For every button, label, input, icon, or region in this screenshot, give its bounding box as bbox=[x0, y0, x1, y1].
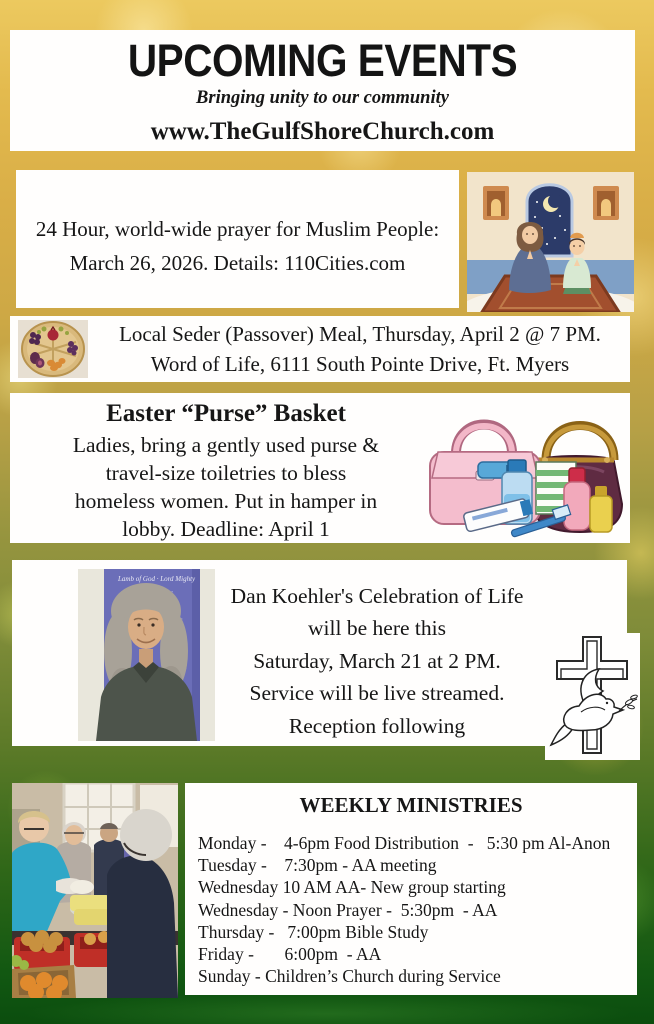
ministries-title: WEEKLY MINISTRIES bbox=[299, 793, 523, 817]
wall-niche-icon bbox=[483, 186, 509, 220]
purses-toiletries-icon bbox=[418, 398, 626, 538]
seder-event-card bbox=[10, 316, 630, 382]
celebration-line: Reception following bbox=[288, 713, 466, 738]
ministries-card bbox=[185, 783, 637, 995]
prayer-event-card bbox=[16, 170, 459, 308]
celebration-line: will be here this bbox=[308, 616, 446, 641]
purse-illustration bbox=[418, 398, 626, 538]
prayer-room-icon bbox=[467, 172, 634, 312]
food-distribution-photo bbox=[12, 783, 178, 998]
seder-line: Local Seder (Passover) Meal, Thursday, April 2 @ 7 PM. bbox=[119, 322, 601, 346]
schedule-line: Sunday - Children’s Church during Service bbox=[198, 966, 501, 987]
dan-koehler-photo bbox=[78, 569, 215, 741]
purse-event-card bbox=[10, 393, 630, 543]
purse-line: lobby. Deadline: April 1 bbox=[122, 517, 330, 541]
purse-line: travel-size toiletries to bless bbox=[105, 461, 347, 485]
prayer-line: March 26, 2026. Details: 110Cities.com bbox=[69, 251, 406, 275]
seder-plate-icon bbox=[18, 320, 88, 378]
purse-line: homeless women. Put in hamper in bbox=[74, 489, 378, 513]
portrait-photo bbox=[78, 569, 215, 741]
website-url: www.TheGulfShoreChurch.com bbox=[150, 118, 495, 145]
schedule-line: Tuesday - 7:30pm - AA meeting bbox=[198, 855, 437, 876]
page-title: UPCOMING EVENTS bbox=[127, 35, 518, 86]
page-subtitle: Bringing unity to our community bbox=[196, 88, 449, 108]
schedule-line: Thursday - 7:00pm Bible Study bbox=[198, 921, 429, 942]
ministries-schedule bbox=[198, 832, 637, 987]
schedule-line: Friday - 6:00pm - AA bbox=[198, 944, 382, 965]
cross-dove-icon bbox=[545, 633, 640, 760]
photo-banner-text: Lamb of God · Lord Mighty bbox=[118, 575, 196, 583]
celebration-line: Dan Koehler's Celebration of Life bbox=[230, 584, 524, 608]
purse-title: Easter “Purse” Basket bbox=[106, 400, 346, 427]
cross-with-dove-icon bbox=[545, 633, 640, 758]
seder-line: Word of Life, 6111 South Pointe Drive, Ft. Myers bbox=[150, 352, 570, 376]
prayer-line: 24 Hour, world-wide prayer for Muslim People: bbox=[35, 217, 440, 241]
wall-niche-icon bbox=[593, 186, 619, 220]
seder-plate-image bbox=[18, 320, 88, 378]
purse-line: Ladies, bring a gently used purse & bbox=[72, 433, 380, 457]
schedule-line: Wednesday 10 AM AA- New group starting bbox=[198, 877, 506, 898]
schedule-line: Monday - 4-6pm Food Distribution - 5:30 pm Al-Anon bbox=[198, 833, 611, 853]
celebration-card bbox=[12, 560, 627, 746]
volunteers-photo bbox=[12, 783, 178, 998]
prayer-illustration bbox=[467, 172, 634, 312]
header-card bbox=[10, 30, 635, 151]
schedule-line: Wednesday - Noon Prayer - 5:30pm - AA bbox=[198, 899, 498, 920]
celebration-line: Service will be live streamed. bbox=[249, 681, 505, 706]
celebration-line: Saturday, March 21 at 2 PM. bbox=[253, 648, 501, 673]
